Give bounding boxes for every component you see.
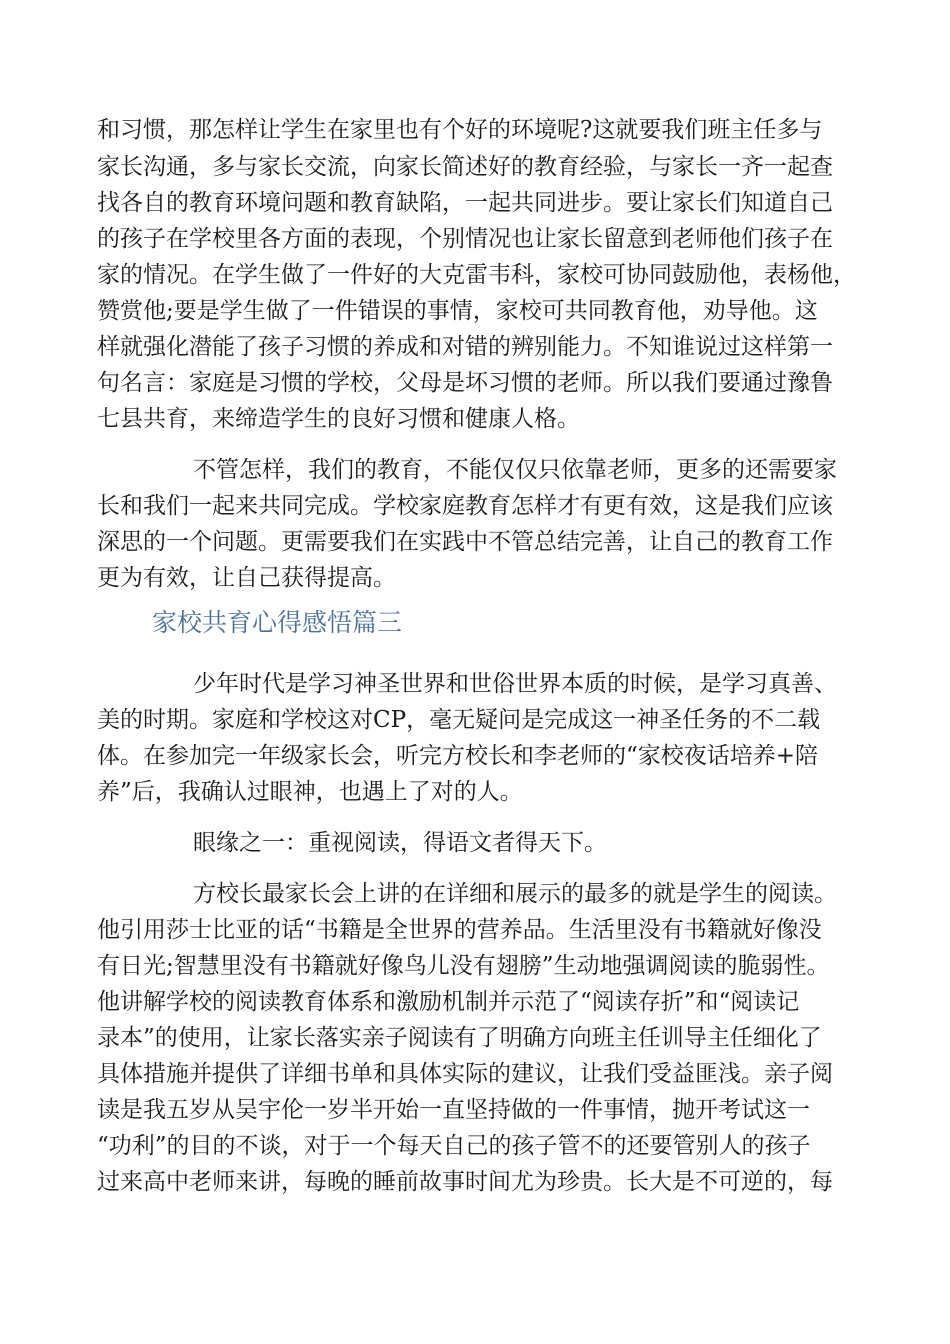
paragraph-line: 家长沟通，多与家长交流，向家长简述好的教育经验，与家长一齐一起查 xyxy=(97,154,833,180)
paragraph-line: 找各自的教育环境问题和教育缺陷，一起共同进步。要让家长们知道自己 xyxy=(97,190,833,216)
paragraph-line: 方校长最家长会上讲的在详细和展示的最多的就是学生的阅读。 xyxy=(193,881,837,907)
paragraph-line: 长和我们一起来共同完成。学校家庭教育怎样才有更有效，这是我们应该 xyxy=(97,493,833,519)
paragraph-line: 句名言：家庭是习惯的学校，父母是坏习惯的老师。所以我们要通过豫鲁 xyxy=(97,370,833,396)
paragraph-line: 更为有效，让自己获得提高。 xyxy=(97,565,396,591)
paragraph-line: 养”后，我确认过眼神，也遇上了对的人。 xyxy=(97,779,523,805)
paragraph-line: 过来高中老师来讲，每晚的睡前故事时间尤为珍贵。长大是不可逆的，每 xyxy=(97,1169,833,1195)
paragraph-line: 少年时代是学习神圣世界和世俗世界本质的时候，是学习真善、 xyxy=(193,671,837,697)
paragraph-line: 赞赏他;要是学生做了一件错误的事情，家校可共同教育他，劝导他。这 xyxy=(97,298,818,324)
paragraph-line: 具体措施并提供了详细书单和具体实际的建议，让我们受益匪浅。亲子阅 xyxy=(97,1061,833,1087)
paragraph-line: 有日光;智慧里没有书籍就好像鸟儿没有翅膀”生动地强调阅读的脆弱性。 xyxy=(97,953,830,979)
paragraph-line: 家的情况。在学生做了一件好的大克雷韦科，家校可协同鼓励他，表杨他， xyxy=(97,262,856,288)
paragraph-line: 眼缘之一：重视阅读，得语文者得天下。 xyxy=(193,830,607,856)
paragraph-line: 七县共育，来缔造学生的良好习惯和健康人格。 xyxy=(97,406,580,432)
paragraph-line: 的孩子在学校里各方面的表现，个别情况也让家长留意到老师他们孩子在 xyxy=(97,226,833,252)
paragraph-line: 他引用莎士比亚的话“书籍是全世界的营养品。生活里没有书籍就好像没 xyxy=(97,917,822,943)
paragraph-line: 美的时期。家庭和学校这对CP，毫无疑问是完成这一神圣任务的不二载 xyxy=(97,707,821,733)
section-heading: 家校共育心得感悟篇三 xyxy=(152,608,403,637)
paragraph-line: 不管怎样，我们的教育，不能仅仅只依靠老师，更多的还需要家 xyxy=(193,457,837,483)
paragraph-line: 和习惯，那怎样让学生在家里也有个好的环境呢?这就要我们班主任多与 xyxy=(97,117,823,143)
paragraph-line: 录本”的使用，让家长落实亲子阅读有了明确方向班主任训导主任细化了 xyxy=(97,1025,822,1051)
paragraph-line: “功利”的目的不谈，对于一个每天自己的孩子管不的还要管别人的孩子 xyxy=(97,1133,811,1159)
paragraph-line: 深思的一个问题。更需要我们在实践中不管总结完善，让自己的教育工作 xyxy=(97,529,833,555)
paragraph-line: 他讲解学校的阅读教育体系和激励机制并示范了“阅读存折”和“阅读记 xyxy=(97,989,800,1015)
paragraph-line: 体。在参加完一年级家长会，听完方校长和李老师的“家校夜话培养+陪 xyxy=(97,743,819,769)
paragraph-line: 读是我五岁从吴宇伦一岁半开始一直坚持做的一件事情，抛开考试这一 xyxy=(97,1097,810,1123)
paragraph-line: 样就强化潜能了孩子习惯的养成和对错的辨别能力。不知谁说过这样第一 xyxy=(97,334,833,360)
